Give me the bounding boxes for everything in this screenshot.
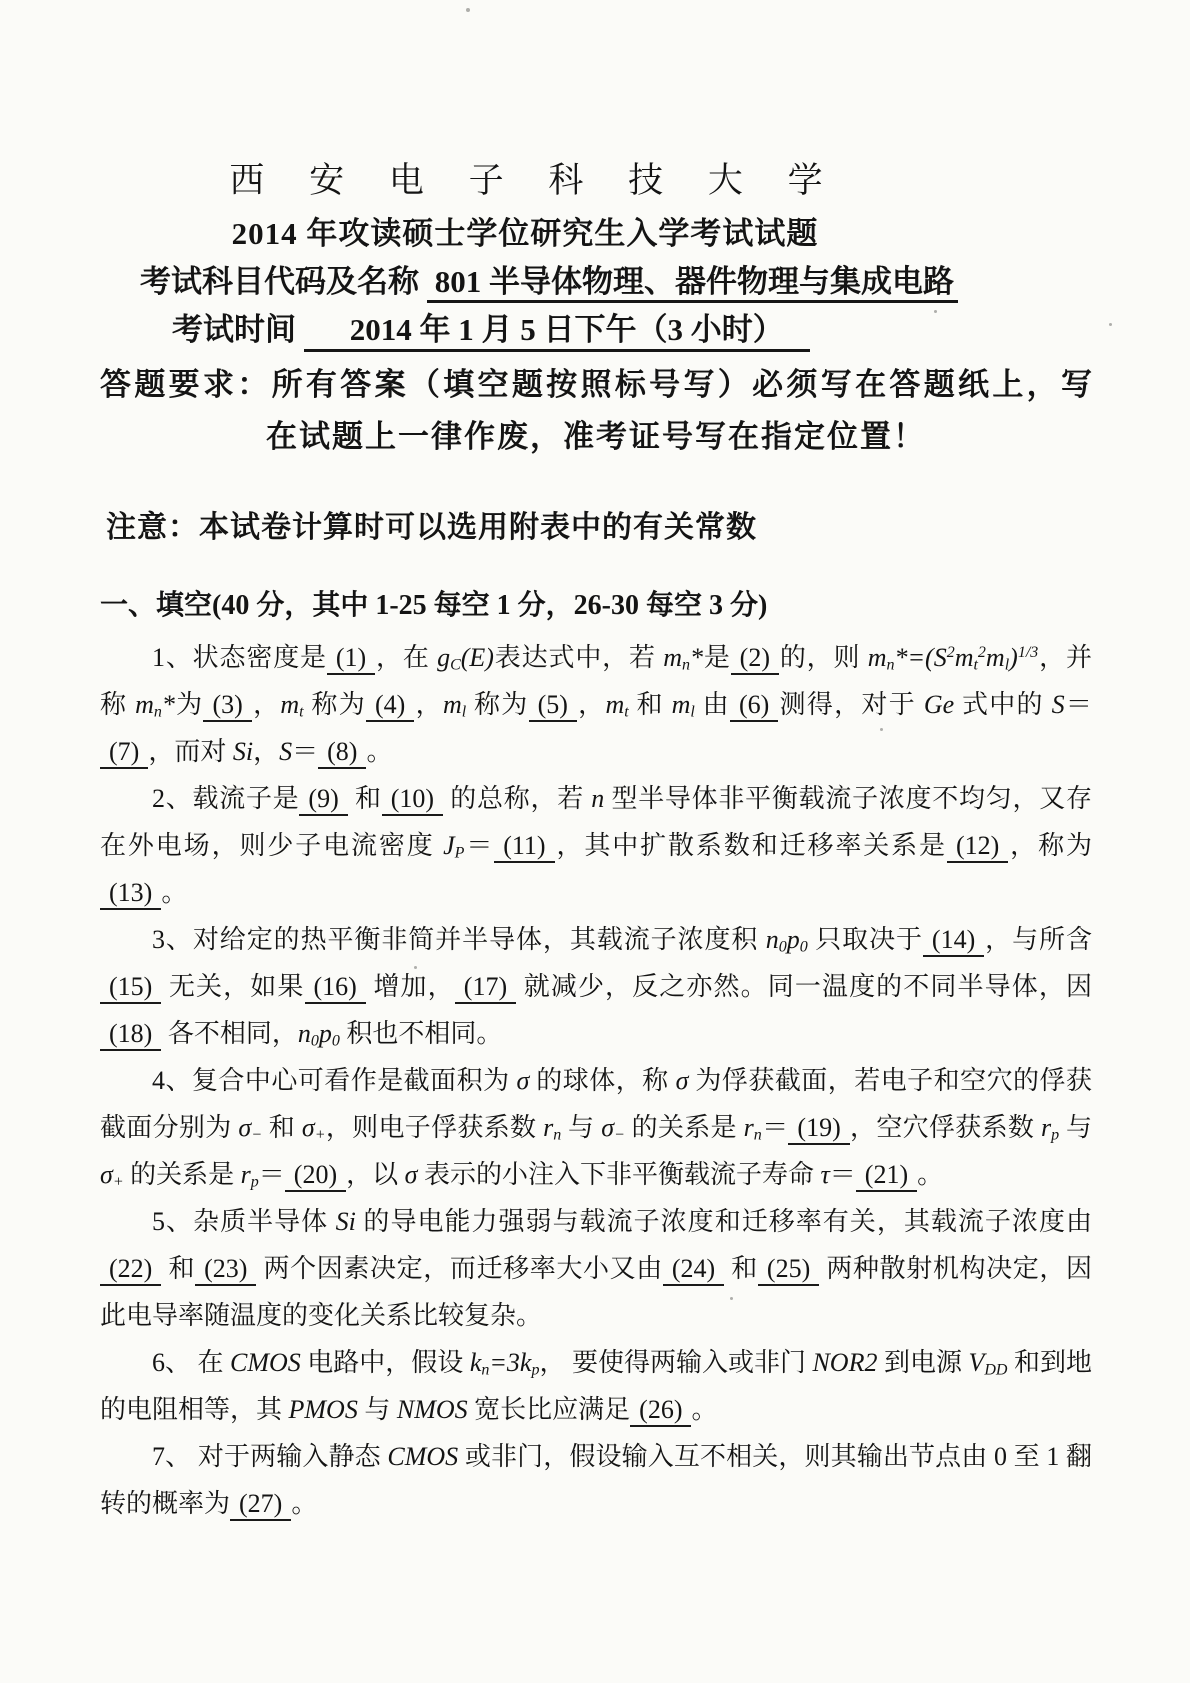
scan-speck [1109,323,1112,326]
math-superscript: 2 [977,644,986,662]
fill-blank-6: (6) [730,690,778,722]
subject-line [100,260,1092,304]
text-run: ，在 [375,643,438,672]
math-symbol: NMOS [396,1395,468,1424]
math-subscript: t [299,703,304,721]
math-subscript: p [531,1361,540,1379]
math-symbol: ) [1009,643,1018,672]
math-subscript: + [112,1173,124,1191]
fill-blank-7: (7) [100,737,148,769]
text-run: ，其中扩散系数和迁移率关系是 [554,831,947,860]
math-symbol: *=(S [894,643,947,672]
text-run: 的球体，称 [529,1066,676,1095]
math-symbol: =3k [489,1348,532,1377]
subject-label: 考试科目代码及名称 [140,264,419,299]
text-run: 无关，如果 [161,972,305,1001]
text-run: 式中的 [954,690,1052,719]
text-run: ，与所含 [984,925,1092,954]
text-run: 5、杂质半导体 [152,1207,336,1236]
answer-requirement-line2: 在试题上一律作废，准考证号写在指定位置！ [266,419,926,454]
question-6 [100,1339,1092,1433]
math-subscript: − [614,1126,625,1144]
fill-blank-25: (25) [758,1254,819,1286]
text-run: 2、载流子是 [152,784,300,813]
math-symbol: PMOS [288,1395,358,1424]
math-symbol: * [689,643,703,672]
fill-blank-8: (8) [318,737,366,769]
text-run: ＝ [292,737,319,766]
math-subscript: 0 [331,1032,340,1050]
text-run: ＝ [829,1160,856,1189]
text-run: ＝ [464,831,495,860]
text-run: 由 [694,690,730,719]
fill-blank-2: (2) [731,643,779,675]
text-run: 3、对给定的热平衡非简并半导体，其载流子浓度积 [152,925,766,954]
text-run: 的导电能力强弱与载流子浓度和迁移率有关，其载流子浓度由 [355,1207,1092,1236]
text-run: 只取决于 [807,925,923,954]
math-symbol: σ [675,1066,689,1095]
math-symbol: J [443,831,455,860]
fill-blank-4: (4) [366,690,414,722]
math-subscript: P [454,844,465,862]
math-symbol: NOR2 [812,1348,878,1377]
math-subscript: n [153,703,162,721]
math-superscript: 1/3 [1017,644,1039,662]
text-run: ，以 [346,1160,405,1189]
fill-blank-11: (11) [494,831,554,863]
math-subscript: C [450,656,461,674]
text-run: 和到地的电阻相等，其 [100,1348,1092,1424]
text-run: 积也不相同。 [339,1019,503,1048]
math-subscript: n [481,1361,490,1379]
text-run: 或非门，假设输入互不相关，则其输出节点由 0 至 1 翻转的概率为 [100,1442,1092,1518]
university-title: 西 安 电 子 科 技 大 学 [229,161,841,200]
fill-blank-27: (27) [230,1489,291,1521]
text-run: ，并称 [100,643,1092,719]
math-subscript: l [1004,656,1010,674]
text-run: ，称为 [1008,831,1092,860]
math-symbol: m [605,690,625,719]
subject-value: 801 半导体物理、器件物理与集成电路 [427,264,958,303]
question-7 [100,1433,1092,1527]
text-run: 各不相同， [161,1019,298,1048]
text-run: ， [253,737,280,766]
math-subscript: 0 [778,938,787,956]
math-symbol: n [297,1019,311,1048]
text-run: ，而对 [148,737,233,766]
text-run: ＝ [1064,690,1092,719]
text-run: 与 [1059,1113,1092,1142]
math-superscript: 2 [946,644,955,662]
math-subscript: DD [984,1361,1008,1379]
math-symbol: Ge [923,690,955,719]
text-run: 为俘获截面，若电子和空穴的俘获截面分别为 [100,1066,1092,1142]
fill-blank-9: (9) [299,784,347,816]
math-subscript: n [753,1126,762,1144]
section-one-heading: 一、填空(40 分，其中 1-25 每空 1 分，26-30 每空 3 分) [100,590,768,621]
time-label: 考试时间 [172,312,296,347]
scan-speck [466,8,470,12]
text-run: 和 [724,1254,758,1283]
fill-blank-19: (19) [788,1113,849,1145]
question-2 [100,775,1092,916]
math-subscript: 0 [799,938,808,956]
math-symbol: Si [232,737,254,766]
text-run: 。 [161,878,188,907]
time-value: 2014 年 1 月 5 日下午（3 小时） [304,312,810,352]
math-symbol: r [743,1113,754,1142]
math-subscript: n [681,656,690,674]
text-run: 称为 [303,690,367,719]
text-run: 为 [174,690,204,719]
math-symbol: S [1051,690,1065,719]
exam-title: 2014 年攻读硕士学位研究生入学考试试题 [231,216,819,251]
fill-blank-22: (22) [100,1254,161,1286]
math-subscript: n [553,1126,562,1144]
text-run: 是 [702,643,731,672]
fill-blank-24: (24) [663,1254,724,1286]
text-run: 的，则 [779,643,868,672]
text-run: 电路中，假设 [300,1348,470,1377]
fill-blank-1: (1) [327,643,375,675]
math-subscript: p [250,1173,259,1191]
math-symbol: g [437,643,451,672]
question-3 [100,916,1092,1057]
text-run: 增加， [365,972,455,1001]
text-run: 宽长比应满足 [467,1395,631,1424]
math-symbol: V [968,1348,985,1377]
fill-blank-5: (5) [529,690,577,722]
math-symbol: m [663,643,682,672]
question-1 [100,634,1092,775]
fill-in-questions [100,634,1092,1527]
math-symbol: CMOS [387,1442,459,1471]
text-run: 和 [161,1254,196,1283]
notice-line: 注意：本试卷计算时可以选用附表中的有关常数 [106,511,757,544]
text-run: 称为 [466,690,529,719]
text-run: ， [414,690,443,719]
math-subscript: t [973,656,978,674]
math-symbol: CMOS [230,1348,301,1377]
math-subscript: − [251,1126,262,1144]
fill-blank-18: (18) [100,1019,161,1051]
text-run: 就减少，反之亦然。同一温度的不同半导体，因 [516,972,1092,1001]
text-run: 4、复合中心可看作是截面积为 [152,1066,517,1095]
text-run: 和 [347,784,382,813]
fill-blank-16: (16) [305,972,366,1004]
math-symbol: n [591,784,605,813]
fill-blank-3: (3) [203,690,251,722]
fill-blank-10: (10) [382,784,443,816]
text-run: 表示的小注入下非平衡载流子寿命 [417,1160,821,1189]
math-symbol: σ [238,1113,252,1142]
text-run: 的总称，若 [443,784,592,813]
fill-blank-15: (15) [100,972,161,1004]
text-run: 到电源 [877,1348,969,1377]
text-run: 两个因素决定，而迁移率大小又由 [256,1254,663,1283]
math-symbol: p [786,925,800,954]
math-subscript: t [624,703,629,721]
time-line [100,308,1092,352]
math-symbol: σ [516,1066,530,1095]
text-run: 1、状态密度是 [152,643,327,672]
fill-blank-21: (21) [856,1160,917,1192]
math-subscript: l [690,703,695,721]
math-subscript: n [886,656,895,674]
text-run: 与 [357,1395,397,1424]
fill-blank-26: (26) [630,1395,691,1427]
math-symbol: σ [601,1113,615,1142]
math-symbol: m [954,643,974,672]
math-subscript: + [314,1126,326,1144]
text-run: 。 [291,1489,318,1518]
text-run: 6、 在 [152,1348,231,1377]
math-symbol: m [985,643,1005,672]
math-symbol: m [671,690,691,719]
text-run: 测得，对于 [778,690,924,719]
math-subscript: p [1051,1126,1060,1144]
fill-blank-20: (20) [285,1160,346,1192]
text-run: 与 [561,1113,602,1142]
text-run: 两种散射机构决定，因此电导率随温度的变化关系比较复杂。 [100,1254,1092,1330]
math-symbol: r [240,1160,251,1189]
math-symbol: σ [100,1160,113,1189]
math-symbol: m [442,690,462,719]
text-run: ＝ [761,1113,789,1142]
text-run: ， [576,690,606,719]
text-run: 的关系是 [624,1113,744,1142]
text-run: ， 要使得两输入或非门 [539,1348,813,1377]
question-4 [100,1057,1092,1198]
text-run: 和 [261,1113,302,1142]
math-symbol: S [279,737,293,766]
math-symbol: r [1041,1113,1052,1142]
math-symbol: * [161,690,175,719]
math-symbol: n [765,925,779,954]
math-subscript: 0 [310,1032,319,1050]
text-run: 。 [917,1160,944,1189]
text-run: ＝ [258,1160,285,1189]
math-symbol: σ [404,1160,418,1189]
text-run: 型半导体非平衡载流子浓度不均匀，又存在外电场，则少子电流密度 [100,784,1092,860]
text-run: 。 [691,1395,718,1424]
text-run: 表达式中，若 [493,643,664,672]
text-run: 和 [628,690,672,719]
fill-blank-17: (17) [455,972,516,1004]
math-symbol: (E) [460,643,494,672]
fill-blank-14: (14) [923,925,984,957]
text-run: 的关系是 [123,1160,241,1189]
answer-requirement-line1: 答题要求：所有答案（填空题按照标号写）必须写在答题纸上，写 [100,367,1092,402]
math-symbol: m [867,643,887,672]
text-run: ，则电子俘获系数 [325,1113,544,1142]
math-symbol: m [280,690,300,719]
text-run: ，空穴俘获系数 [849,1113,1042,1142]
math-symbol: m [135,690,154,719]
fill-blank-12: (12) [947,831,1008,863]
math-symbol: p [318,1019,332,1048]
text-run: 。 [366,737,393,766]
math-subscript: l [461,703,467,721]
math-symbol: Si [335,1207,356,1236]
fill-blank-13: (13) [100,878,161,910]
question-5 [100,1198,1092,1339]
text-run: ， [251,690,281,719]
fill-blank-23: (23) [195,1254,256,1286]
page-content [100,160,1092,1527]
text-run: 7、 对于两输入静态 [152,1442,388,1471]
math-symbol: r [543,1113,554,1142]
math-symbol: σ [301,1113,315,1142]
math-symbol: k [469,1348,482,1377]
math-symbol: τ [820,1160,830,1189]
